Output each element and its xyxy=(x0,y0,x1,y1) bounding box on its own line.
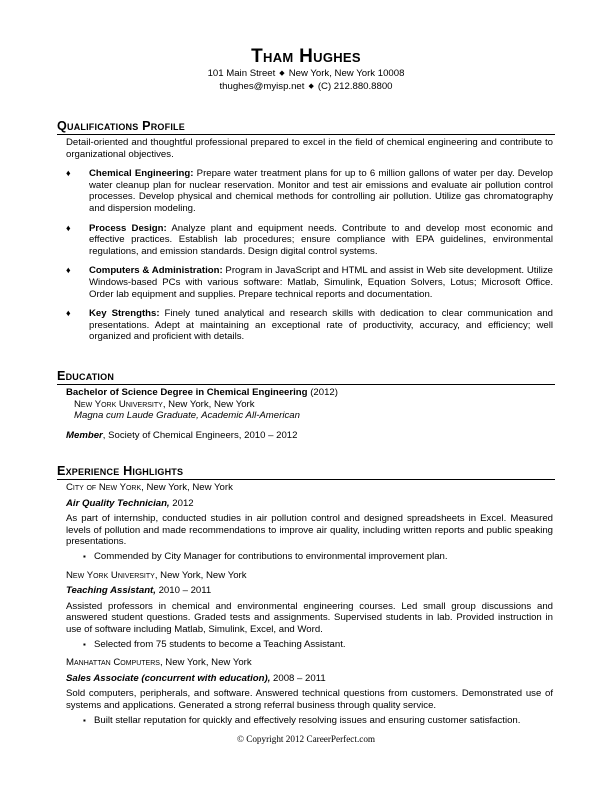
qualification-item xyxy=(57,168,553,214)
membership-line xyxy=(57,430,553,442)
employer-line xyxy=(57,570,553,582)
employer-location: , New York, New York xyxy=(154,569,247,581)
qualifications-section xyxy=(57,119,553,133)
diamond-separator-icon: ◆ xyxy=(279,70,285,77)
role-line xyxy=(57,498,553,510)
qualification-label: Key Strengths: xyxy=(89,308,160,320)
experience-section xyxy=(57,464,553,478)
job-role: Air Quality Technician, xyxy=(66,497,170,509)
contact-line xyxy=(0,81,612,94)
job-dates: 2012 xyxy=(169,497,194,509)
job-description: Sold computers, peripherals, and software. Answered technical questions from customers. Demonstrated use of systems and applications. Generated a strong referral business through quality service. xyxy=(66,688,553,711)
employer-location: , New York, New York xyxy=(141,482,233,493)
job-achievement xyxy=(57,639,553,651)
employer-name: City of New York xyxy=(66,482,142,493)
qualifications-summary: Detail-oriented and thoughtful professional prepared to excel in the field of chemical engineering and contribute to organizational objectives. xyxy=(66,137,553,160)
education-body xyxy=(57,387,553,441)
qualification-text: Analyze plant and equipment needs. Contribute to and develop most economic and effective practices. Establish lab procedures; ensure compliance with EPA guidelines, environmental regulations, and emission standards. Design digital control systems. xyxy=(89,222,553,257)
square-bullet-icon: ▪ xyxy=(83,639,86,649)
role-line xyxy=(57,673,553,685)
job-role: Teaching Assistant, xyxy=(66,585,156,597)
achievement-text: Built stellar reputation for quickly and effectively resolving issues and ensuring customer satisfaction. xyxy=(94,714,521,726)
degree-name: Bachelor of Science Degree in Chemical Engineering xyxy=(66,387,308,398)
diamond-bullet-icon: ♦ xyxy=(66,168,71,179)
job-achievement xyxy=(57,551,553,563)
qualification-item xyxy=(57,223,553,258)
school-name: New York University xyxy=(74,398,163,410)
role-line xyxy=(57,585,553,597)
qualifications-body xyxy=(57,137,553,343)
achievement-text: Selected from 75 students to become a Teaching Assistant. xyxy=(94,638,346,650)
job-entry xyxy=(57,657,553,726)
employer-location: , New York, New York xyxy=(159,657,252,669)
employer-name: New York University xyxy=(66,569,155,581)
education-section xyxy=(57,369,553,383)
job-dates: 2010 – 2011 xyxy=(155,585,212,597)
qualification-label: Computers & Administration: xyxy=(89,265,223,277)
employer-name: Manhattan Computers xyxy=(66,657,160,669)
qualification-text: Program in JavaScript and HTML and assist in Web site development. Utilize Windows-based PCs with various software: Matlab, Simulink, Equation Solvers, Lotus; Microsoft Office. Order lab equipment and supplies. Prepare technical reports and documentation. xyxy=(89,265,553,300)
qualification-item xyxy=(57,265,553,300)
qualifications-title: Qualifications Profile xyxy=(57,119,185,133)
job-description: As part of internship, conducted studies in air pollution control and designed spreadsheets in Excel. Measured levels of pollution and made recommendations to improve air quality, including written reports and public speaking presentations. xyxy=(66,513,553,548)
diamond-bullet-icon: ♦ xyxy=(66,265,71,276)
street-address: 101 Main Street xyxy=(207,68,276,79)
square-bullet-icon: ▪ xyxy=(83,551,86,561)
diamond-separator-icon: ◆ xyxy=(308,82,314,90)
honors-line: Magna cum Laude Graduate, Academic All-American xyxy=(74,410,300,422)
job-entry xyxy=(57,570,553,651)
school-line xyxy=(57,399,553,411)
section-divider xyxy=(57,134,555,135)
copyright-footer: © Copyright 2012 CareerPerfect.com xyxy=(236,734,376,744)
qualifications-list xyxy=(57,168,553,343)
job-description: Assisted professors in chemical and environmental engineering courses. Led small group discussions and answered student questions. Graded tests and assignments. Supervised students in lab. Provided instruction in use of software including Matlab, Simulink, Excel, and Word. xyxy=(66,600,553,635)
membership-text: , Society of Chemical Engineers, 2010 – 2012 xyxy=(102,429,298,441)
phone-number: (C) 212.880.8800 xyxy=(317,80,393,92)
membership-label: Member xyxy=(66,429,103,441)
experience-title: Experience Highlights xyxy=(57,464,184,478)
degree-year: (2012) xyxy=(307,387,338,398)
city-state-zip: New York, New York 10008 xyxy=(288,68,405,79)
candidate-name: Tham Hughes xyxy=(251,46,361,67)
job-entry xyxy=(57,482,553,563)
employer-line xyxy=(57,482,553,494)
address-line xyxy=(0,68,612,81)
qualification-item xyxy=(57,308,553,343)
qualification-text: Finely tuned analytical and research skills with dedication to clear communication and presentations. Adept at maintaining an exceptional rate of productivity, accuracy, and efficiency; well organized and proficient with details. xyxy=(89,308,553,343)
school-location: , New York, New York xyxy=(162,398,255,410)
job-achievement xyxy=(57,715,553,727)
section-divider xyxy=(57,384,555,385)
qualification-label: Process Design: xyxy=(89,222,167,234)
qualification-text: Prepare water treatment plans for up to 6 million gallons of water per day. Develop water cleanup plan for nuclear reservation. Monitor and test air emissions and evaluate air pollution control processes. Develop physical and chemical methods for controlling air pollution. Utilize gas chromatography and dispersion modeling. xyxy=(89,168,554,214)
job-role: Sales Associate (concurrent with education), xyxy=(66,672,271,684)
qualification-label: Chemical Engineering: xyxy=(89,168,194,180)
email-address[interactable]: thughes@myisp.net xyxy=(219,80,305,92)
experience-body xyxy=(57,482,553,726)
square-bullet-icon: ▪ xyxy=(83,715,86,725)
section-divider xyxy=(57,479,555,480)
education-title: Education xyxy=(57,369,115,383)
employer-line xyxy=(57,657,553,669)
degree-line xyxy=(57,387,553,399)
diamond-bullet-icon: ♦ xyxy=(66,308,71,319)
diamond-bullet-icon: ♦ xyxy=(66,222,71,233)
achievement-text: Commended by City Manager for contributions to environmental improvement plan. xyxy=(94,550,448,562)
resume-header xyxy=(0,46,612,93)
job-dates: 2008 – 2011 xyxy=(270,672,326,684)
